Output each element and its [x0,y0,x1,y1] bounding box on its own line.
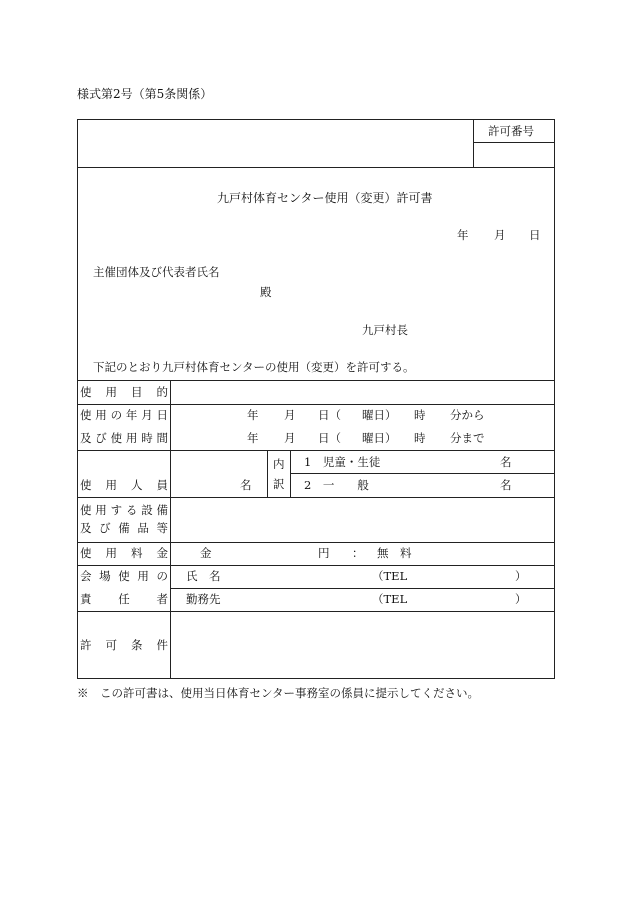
document-title: 九戸村体育センター使用（変更）許可書 [217,191,433,205]
date-month: 月 [494,228,506,242]
equipment-label-2: 及び備品等 [80,521,168,535]
responsible-label-1: 会場使用の [80,569,168,583]
breakdown-students: 1 児童・生徒 [304,455,381,469]
datetime-label-2: 及び使用時間 [80,431,168,445]
fee-prefix: 金 [200,546,212,560]
to-day: 日（ [318,431,341,445]
to-month: 月 [284,431,296,445]
from-day: 日（ [318,408,341,422]
to-hour: 時 [414,431,426,445]
from-weekday: 曜日） [362,408,397,422]
responsible-name-tel-close: ） [515,569,527,583]
fee-label: 使用料金 [80,546,168,560]
persons-label: 使用人員 [80,478,168,492]
responsible-label-2: 責任者 [80,592,168,606]
from-month: 月 [284,408,296,422]
equipment-label-1: 使用する設備 [80,503,168,517]
applicant-label: 主催団体及び代表者氏名 [93,265,220,279]
purpose-field[interactable] [176,384,550,401]
from-year: 年 [247,408,259,422]
date-day: 日 [529,228,541,242]
breakdown-general: 2 一 般 [304,478,369,492]
from-hour: 時 [414,408,426,422]
fee-free[interactable]: 無 料 [377,546,412,560]
permit-number-label: 許可番号 [488,124,534,138]
datetime-label-1: 使用の年月日 [80,408,168,422]
permit-number-field[interactable] [478,146,552,164]
honorific: 殿 [260,285,272,299]
breakdown-label-1: 内 [273,457,285,471]
conditions-label: 許可条件 [80,638,168,652]
responsible-name-label: 氏 名 [186,569,221,583]
breakdown-general-unit[interactable]: 名 [500,478,512,492]
to-weekday: 曜日） [362,431,397,445]
to-suffix: 分まで [450,431,485,445]
footnote: ※ この許可書は、使用当日体育センター事務室の係員に提示してください。 [77,686,480,700]
date-year: 年 [457,228,469,242]
responsible-work-tel-open: （TEL [372,592,408,606]
intro-text: 下記のとおり九戸村体育センターの使用（変更）を許可する。 [93,360,415,374]
issuer-name: 九戸村長 [362,323,408,337]
responsible-work-tel-close: ） [515,592,527,606]
breakdown-label-2: 訳 [273,477,285,491]
to-year: 年 [247,431,259,445]
fee-colon: ： [352,546,364,560]
breakdown-students-unit[interactable]: 名 [500,455,512,469]
form-number: 様式第2号（第5条関係） [77,87,213,101]
purpose-label: 使用目的 [80,385,168,399]
responsible-name-tel-open: （TEL [372,569,408,583]
from-suffix: 分から [450,408,485,422]
fee-yen: 円 [318,546,330,560]
persons-unit: 名 [240,478,252,492]
responsible-work-label: 勤務先 [186,592,221,606]
